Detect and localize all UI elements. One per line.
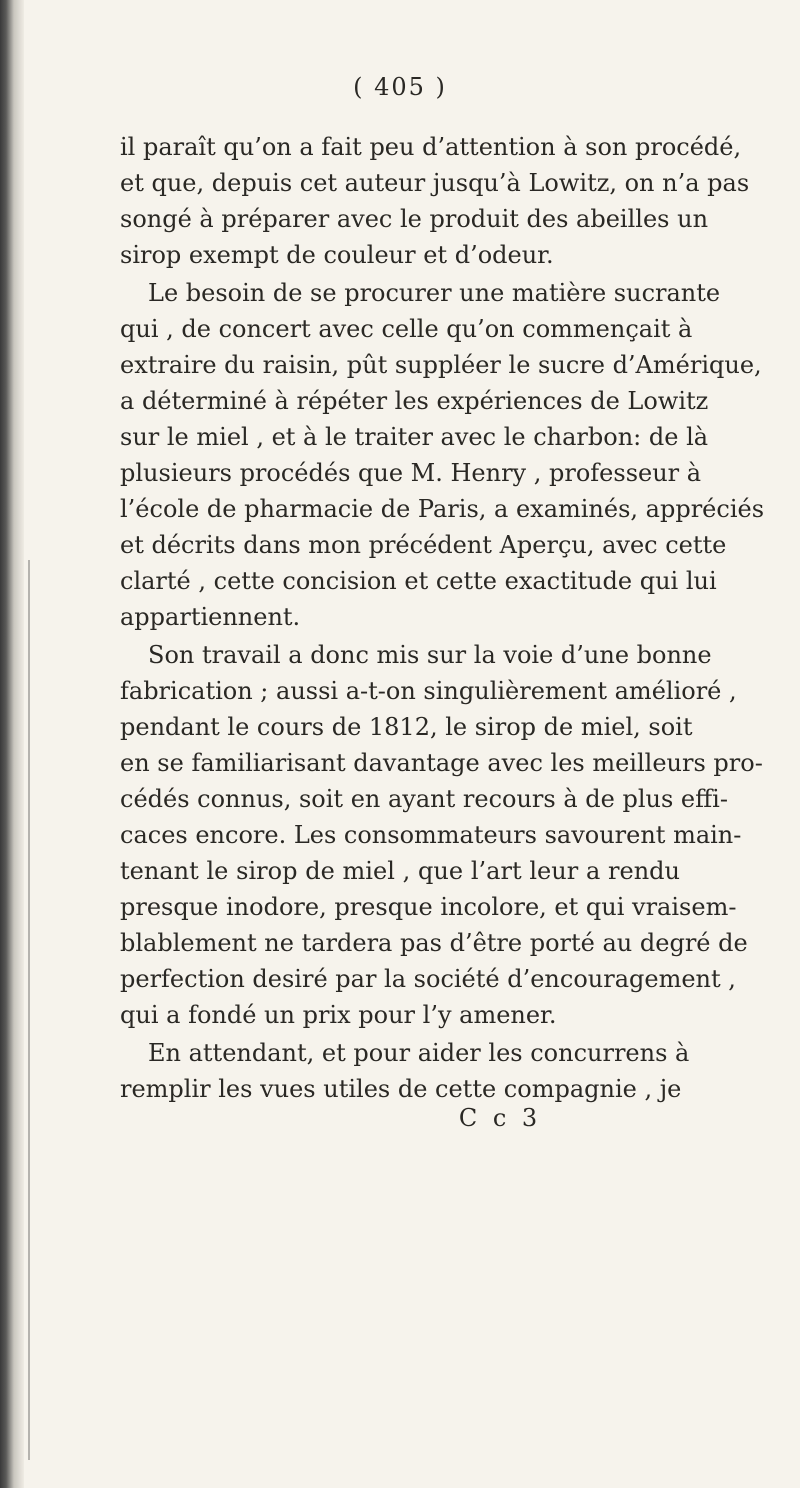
- signature-mark: C c 3: [458, 1104, 542, 1132]
- text-line-12: et décrits dans mon précédent Aperçu, avec cette: [120, 531, 727, 559]
- text-line-26: En attendant, et pour aider les concurrens à: [148, 1039, 690, 1067]
- text-line-4: sirop exempt de couleur et d’odeur.: [120, 241, 554, 269]
- text-line-20: caces encore. Les consommateurs savourent main-: [120, 821, 742, 849]
- text-line-18: en se familiarisant davantage avec les meilleurs pro-: [120, 749, 763, 777]
- text-line-8: a déterminé à répéter les expériences de Lowitz: [120, 387, 709, 415]
- text-line-17: pendant le cours de 1812, le sirop de miel, soit: [120, 713, 693, 741]
- text-line-11: l’école de pharmacie de Paris, a examinés, appréciés: [120, 495, 765, 523]
- text-line-24: perfection desiré par la société d’encouragement ,: [120, 965, 736, 993]
- text-line-15: Son travail a donc mis sur la voie d’une bonne: [148, 641, 712, 669]
- text-line-21: tenant le sirop de miel , que l’art leur a rendu: [120, 857, 680, 885]
- text-line-19: cédés connus, soit en ayant recours à de plus effi-: [120, 785, 728, 813]
- text-line-1: il paraît qu’on a fait peu d’attention à son procédé,: [120, 133, 742, 161]
- text-line-13: clarté , cette concision et cette exactitude qui lui: [120, 567, 717, 595]
- text-line-5: Le besoin de se procurer une matière sucrante: [148, 279, 721, 307]
- text-line-23: blablement ne tardera pas d’être porté au degré de: [120, 929, 748, 957]
- text-line-7: extraire du raisin, pût suppléer le sucre d’Amérique,: [120, 351, 762, 379]
- text-line-9: sur le miel , et à le traiter avec le charbon: de là: [120, 423, 709, 451]
- text-line-25: qui a fondé un prix pour l’y amener.: [120, 1001, 557, 1029]
- text-line-10: plusieurs procédés que M. Henry , professeur à: [120, 459, 702, 487]
- text-line-22: presque inodore, presque incolore, et qui vraisem-: [120, 893, 737, 921]
- text-line-14: appartiennent.: [120, 603, 301, 631]
- text-line-6: qui , de concert avec celle qu’on commençait à: [120, 315, 693, 343]
- text-line-3: songé à préparer avec le produit des abeilles un: [120, 205, 709, 233]
- text-line-16: fabrication ; aussi a-t-on singulièrement amélioré ,: [120, 677, 737, 705]
- text-line-2: et que, depuis cet auteur jusqu’à Lowitz, on n’a pas: [120, 169, 750, 197]
- page-number-header: ( 405 ): [353, 73, 447, 101]
- text-line-27: remplir les vues utiles de cette compagnie , je: [120, 1075, 682, 1103]
